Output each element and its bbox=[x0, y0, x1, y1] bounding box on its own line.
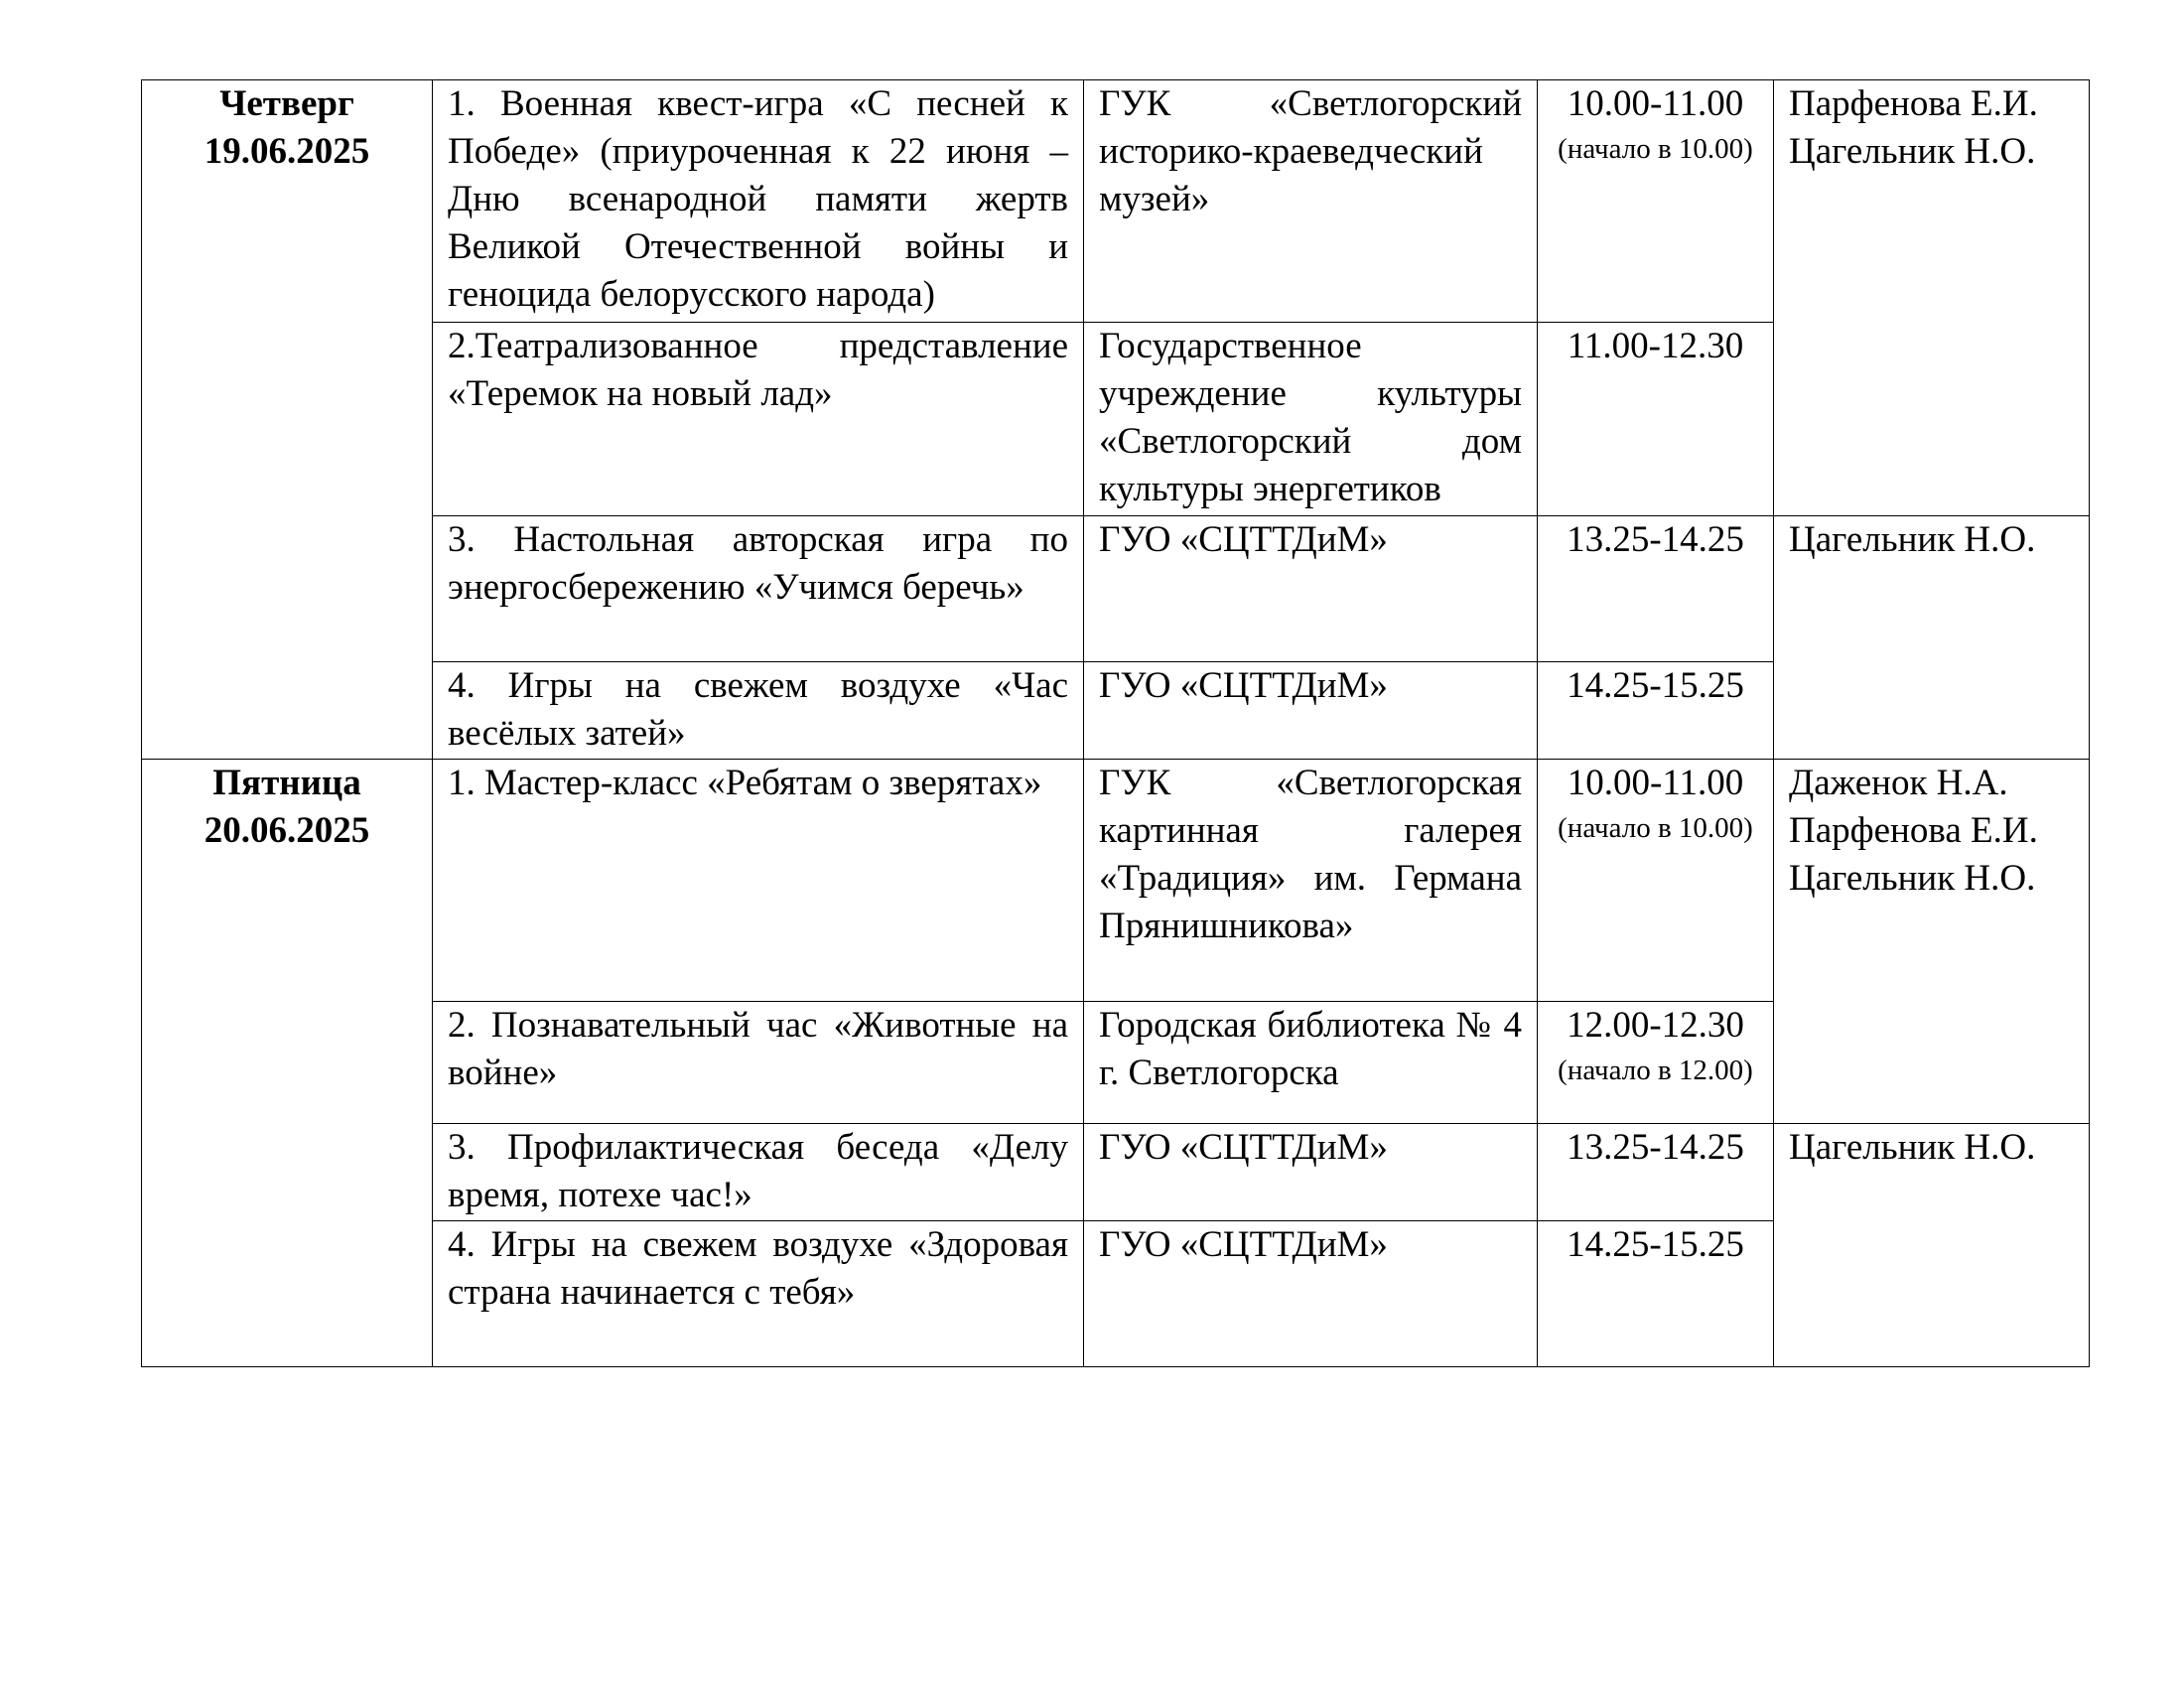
day-date: 20.06.2025 bbox=[204, 810, 370, 851]
event-place: ГУО «СЦТТДиМ» bbox=[1084, 662, 1538, 760]
day-cell bbox=[142, 760, 433, 1367]
event-place: ГУО «СЦТТДиМ» bbox=[1084, 1221, 1538, 1367]
responsible-cell bbox=[1774, 760, 2090, 1124]
event-title: 1. Военная квест-игра «С песней к Победе» (приуроченная к 22 июня – Дню всенародной памяти жертв Великой Отечественной войны и геноцида белорусского народа) bbox=[433, 80, 1084, 323]
responsible-name: Цагельник Н.О. bbox=[1789, 1127, 2036, 1168]
responsible-cell bbox=[1774, 80, 2090, 516]
event-title: 4. Игры на свежем воздухе «Час весёлых затей» bbox=[433, 662, 1084, 760]
event-time: 14.25-15.25 bbox=[1538, 1221, 1774, 1367]
event-place: ГУК «Светлогорский историко-краеведческий музей» bbox=[1084, 80, 1538, 323]
event-time: 13.25-14.25 bbox=[1538, 516, 1774, 662]
event-time: 10.00-11.00 (начало в 10.00) bbox=[1538, 80, 1774, 323]
responsible-name: Цагельник Н.О. bbox=[1789, 131, 2036, 172]
event-title: 3. Профилактическая беседа «Делу время, потехе час!» bbox=[433, 1124, 1084, 1221]
responsible-name: Парфенова Е.И. bbox=[1789, 810, 2038, 851]
responsible-name: Даженок Н.А. bbox=[1789, 763, 2008, 803]
schedule-row bbox=[142, 1124, 2090, 1221]
schedule-table bbox=[141, 79, 2090, 1367]
day-date: 19.06.2025 bbox=[204, 131, 370, 172]
event-time: 11.00-12.30 bbox=[1538, 323, 1774, 516]
responsible-cell bbox=[1774, 1124, 2090, 1367]
time-note: (начало в 12.00) bbox=[1558, 1055, 1753, 1086]
event-title: 2.Театрализованное представление «Теремок на новый лад» bbox=[433, 323, 1084, 516]
day-name: Четверг bbox=[219, 83, 354, 124]
responsible-cell bbox=[1774, 516, 2090, 760]
schedule-row bbox=[142, 80, 2090, 323]
responsible-name: Цагельник Н.О. bbox=[1789, 519, 2036, 560]
schedule-row bbox=[142, 516, 2090, 662]
schedule-row bbox=[142, 760, 2090, 1002]
responsible-name: Парфенова Е.И. bbox=[1789, 83, 2038, 124]
day-name: Пятница bbox=[212, 763, 361, 803]
event-place: Государственное учреждение культуры «Светлогорский дом культуры энергетиков bbox=[1084, 323, 1538, 516]
responsible-name: Цагельник Н.О. bbox=[1789, 858, 2036, 899]
event-time: 14.25-15.25 bbox=[1538, 662, 1774, 760]
event-title: 1. Мастер-класс «Ребятам о зверятах» bbox=[433, 760, 1084, 1002]
event-time: 13.25-14.25 bbox=[1538, 1124, 1774, 1221]
time-note: (начало в 10.00) bbox=[1558, 133, 1753, 165]
event-place: Городская библиотека № 4 г. Светлогорска bbox=[1084, 1002, 1538, 1124]
event-place: ГУО «СЦТТДиМ» bbox=[1084, 516, 1538, 662]
event-time: 10.00-11.00 (начало в 10.00) bbox=[1538, 760, 1774, 1002]
time-note: (начало в 10.00) bbox=[1558, 812, 1753, 844]
event-title: 3. Настольная авторская игра по энергосбережению «Учимся беречь» bbox=[433, 516, 1084, 662]
event-title: 2. Познавательный час «Животные на войне» bbox=[433, 1002, 1084, 1124]
event-place: ГУО «СЦТТДиМ» bbox=[1084, 1124, 1538, 1221]
event-title: 4. Игры на свежем воздухе «Здоровая страна начинается с тебя» bbox=[433, 1221, 1084, 1367]
event-place: ГУК «Светлогорская картинная галерея «Традиция» им. Германа Прянишникова» bbox=[1084, 760, 1538, 1002]
day-cell bbox=[142, 80, 433, 760]
event-time: 12.00-12.30 (начало в 12.00) bbox=[1538, 1002, 1774, 1124]
